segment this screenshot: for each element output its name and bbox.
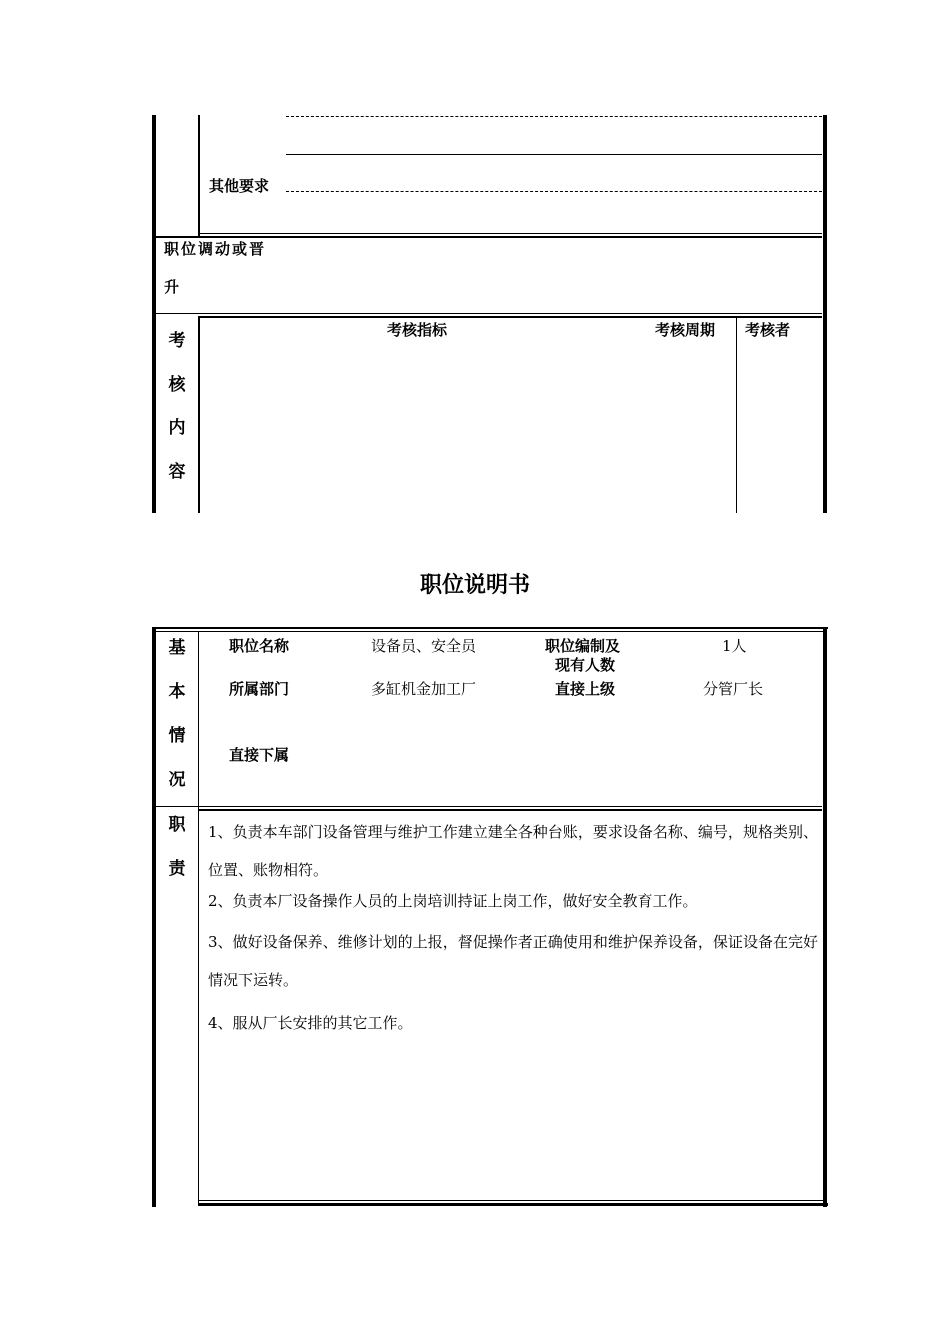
assessment-content-char: 容 bbox=[168, 462, 186, 482]
assessment-content-char: 考 bbox=[168, 331, 186, 351]
headcount-label-line1: 职位编制及 bbox=[545, 637, 621, 655]
duty-item: 4、服从厂长安排的其它工作。 bbox=[208, 1014, 413, 1032]
duties-divider-a bbox=[156, 806, 822, 807]
direct-superior-value: 分管厂长 bbox=[703, 680, 764, 698]
assessment-indicator-header: 考核指标 bbox=[387, 321, 448, 339]
requirement-dashed-line-2 bbox=[286, 191, 822, 192]
assessment-assessor-header: 考核者 bbox=[745, 321, 791, 339]
transfer-label-line1: 职位调动或晋 bbox=[164, 240, 267, 258]
duties-char: 职 bbox=[168, 815, 186, 835]
upper-inner-column-line bbox=[198, 115, 200, 237]
basic-info-char: 基 bbox=[168, 638, 186, 658]
upper-divider-2b bbox=[198, 316, 822, 318]
assessment-column-line-1 bbox=[198, 316, 200, 513]
requirement-dashed-line-1 bbox=[286, 116, 822, 117]
headcount-label-line2: 现有人数 bbox=[555, 656, 616, 674]
requirement-solid-line bbox=[286, 154, 822, 155]
duties-char: 责 bbox=[168, 859, 186, 879]
assessment-column-line-2 bbox=[736, 316, 737, 513]
assessment-content-char: 内 bbox=[168, 418, 186, 438]
form-bottom-border-a bbox=[198, 1200, 824, 1201]
basic-info-char: 况 bbox=[168, 770, 186, 790]
position-name-value: 设备员、安全员 bbox=[371, 637, 477, 655]
form-right-border bbox=[823, 627, 827, 1207]
form-inner-column-line bbox=[198, 631, 199, 1203]
basic-info-char: 情 bbox=[168, 726, 186, 746]
transfer-label-line2: 升 bbox=[164, 278, 180, 296]
document-title: 职位说明书 bbox=[419, 573, 530, 598]
form-bottom-border-b bbox=[198, 1203, 828, 1206]
upper-left-border bbox=[152, 115, 156, 513]
headcount-value: 1人 bbox=[722, 637, 747, 655]
form-left-border bbox=[152, 627, 156, 1207]
duty-item: 3、做好设备保养、维修计划的上报，督促操作者正确使用和维护保养设备，保证设备在完好情况下运转。 bbox=[208, 933, 818, 989]
assessment-period-header: 考核周期 bbox=[655, 321, 716, 339]
department-label: 所属部门 bbox=[229, 680, 290, 698]
assessment-content-char: 核 bbox=[168, 375, 186, 395]
form-top-border-b bbox=[156, 631, 824, 632]
upper-right-border bbox=[823, 115, 827, 513]
duty-item: 1、负责本车部门设备管理与维护工作建立建全各种台账，要求设备名称、编号，规格类别、位置、账物相符。 bbox=[208, 823, 818, 879]
other-requirements-label: 其他要求 bbox=[209, 177, 270, 195]
direct-superior-label: 直接上级 bbox=[555, 680, 616, 698]
upper-divider-1a bbox=[200, 233, 822, 234]
department-value: 多缸机金加工厂 bbox=[371, 680, 477, 698]
basic-info-char: 本 bbox=[168, 682, 186, 702]
position-name-label: 职位名称 bbox=[229, 637, 290, 655]
form-top-border-a bbox=[152, 627, 828, 629]
upper-divider-2a bbox=[156, 313, 822, 314]
duties-divider-b bbox=[198, 809, 822, 811]
direct-subordinate-label: 直接下属 bbox=[229, 746, 290, 764]
duty-item: 2、负责本厂设备操作人员的上岗培训持证上岗工作，做好安全教育工作。 bbox=[208, 892, 698, 910]
upper-divider-1b bbox=[156, 236, 822, 238]
